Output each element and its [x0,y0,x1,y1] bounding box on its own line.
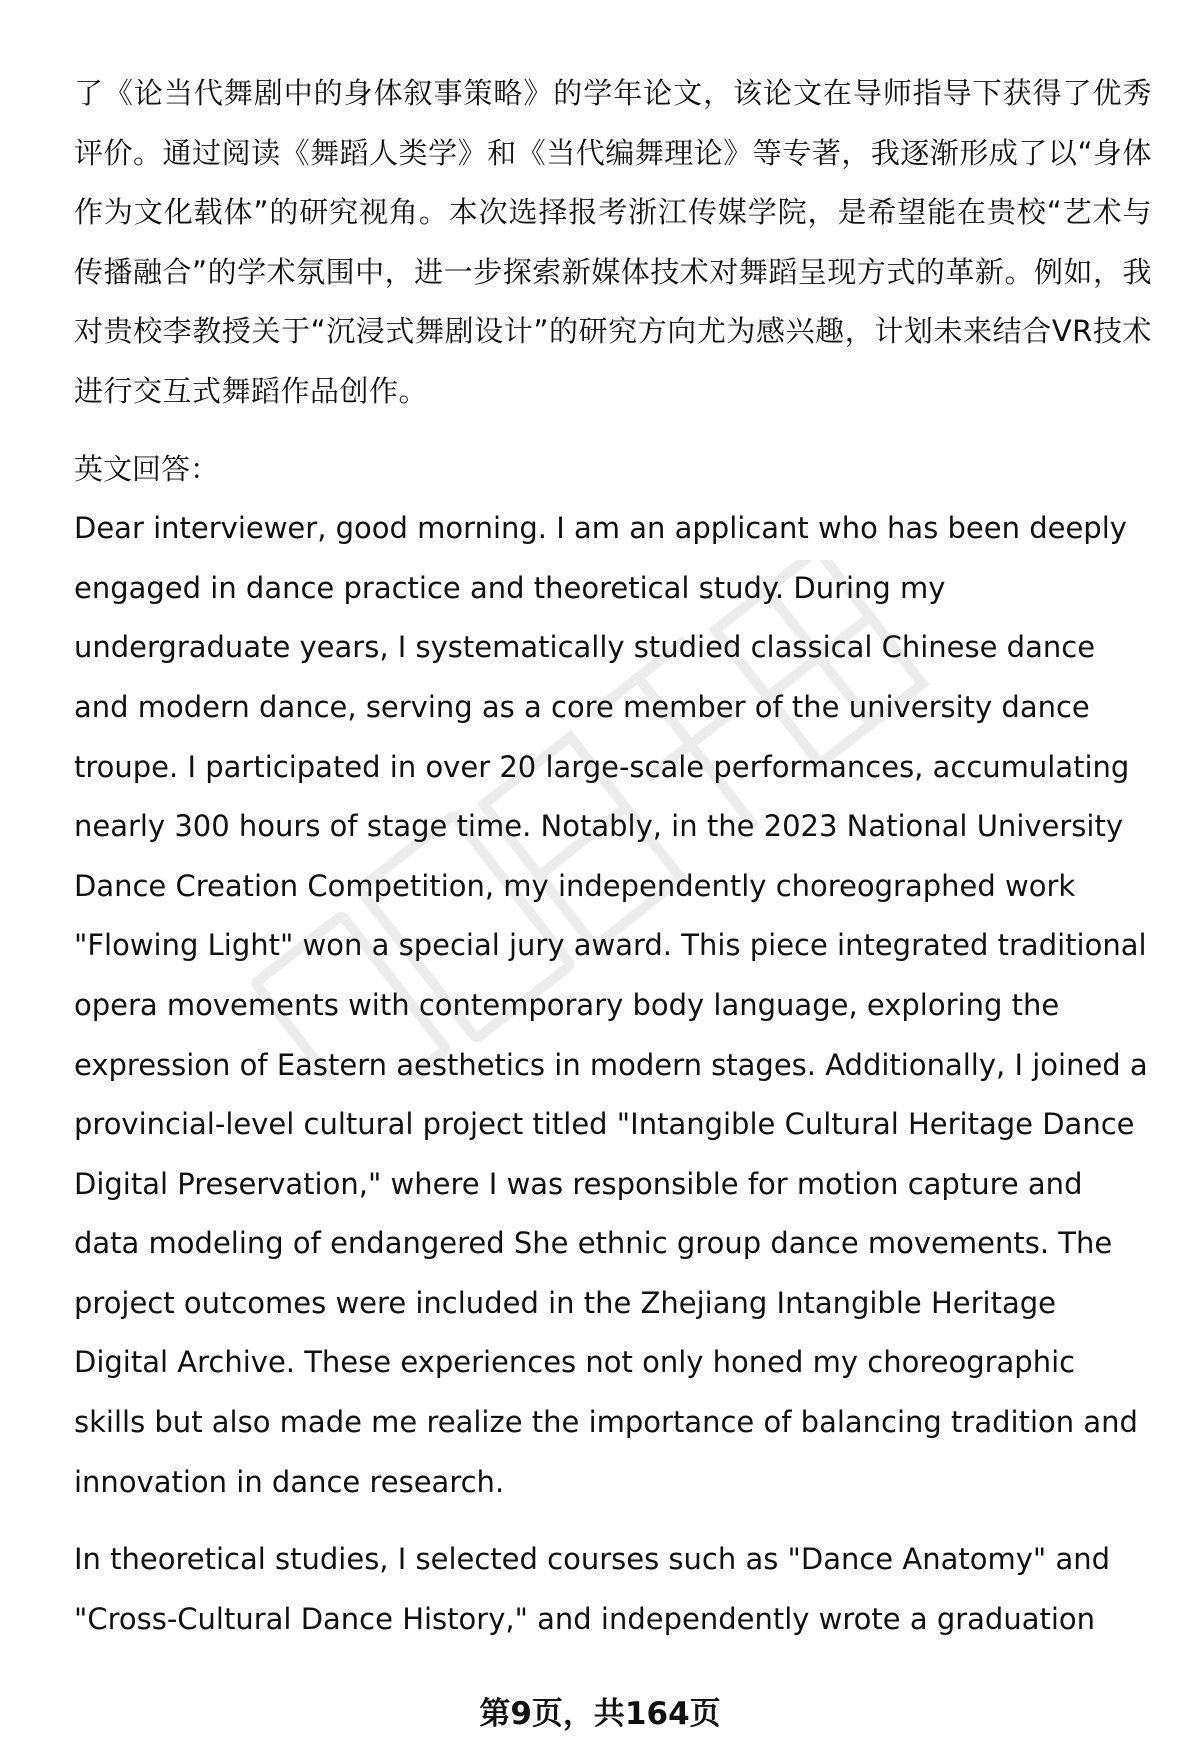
english-paragraph-2: In theoretical studies, I selected courses such as "Dance Anatomy" and "Cross-Cultural Dance History," and independently wrote a graduation [74,1542,1110,1636]
chinese-paragraph: 了《论当代舞剧中的身体叙事策略》的学年论文，该论文在导师指导下获得了优秀评价。通过阅读《舞蹈人类学》和《当代编舞理论》等专著，我逐渐形成了以“身体作为文化载体”的研究视角。本次选择报考浙江传媒学院，是希望能在贵校“艺术与传播融合”的学术氛围中，进一步探索新媒体技术对舞蹈呈现方式的革新。例如，我对贵校李教授关于“沉浸式舞剧设计”的研究方向尤为感兴趣，计划未来结合VR技术进行交互式舞蹈作品创作。 [74,76,1152,408]
paragraph-gap [74,1512,1152,1530]
paragraph-gap [74,422,1152,440]
document-body [74,64,1152,1649]
english-answer-heading: 英文回答： [74,451,220,486]
english-paragraph-1: Dear interviewer, good morning. I am an applicant who has been deeply engaged in dance practice and theoretical study. During my undergraduate years, I systematically studied classical Chinese dance and modern dance, serving as a core member of the university dance troupe. I participated in over 20 large-scale performances, accumulating nearly 300 hours of stage time. Notably, in the 2023 National University Dance Creation Competition, my independently choreographed work "Flowing Light" won a special jury award. This piece integrated traditional opera movements with contemporary body language, exploring the expression of Eastern aesthetics in modern stages. Additionally, I joined a provincial-level cultural project titled "Intangible Cultural Heritage Dance Digital Preservation," where I was responsible for motion capture and data modeling of endangered She ethnic group dance movements. The project outcomes were included in the Zhejiang Intangible Heritage Digital Archive. These experiences not only honed my choreographic skills but also made me realize the importance of balancing tradition and innovation in dance research. [74,511,1148,1499]
page-number-footer: 第9页，共164页 [479,1696,721,1732]
